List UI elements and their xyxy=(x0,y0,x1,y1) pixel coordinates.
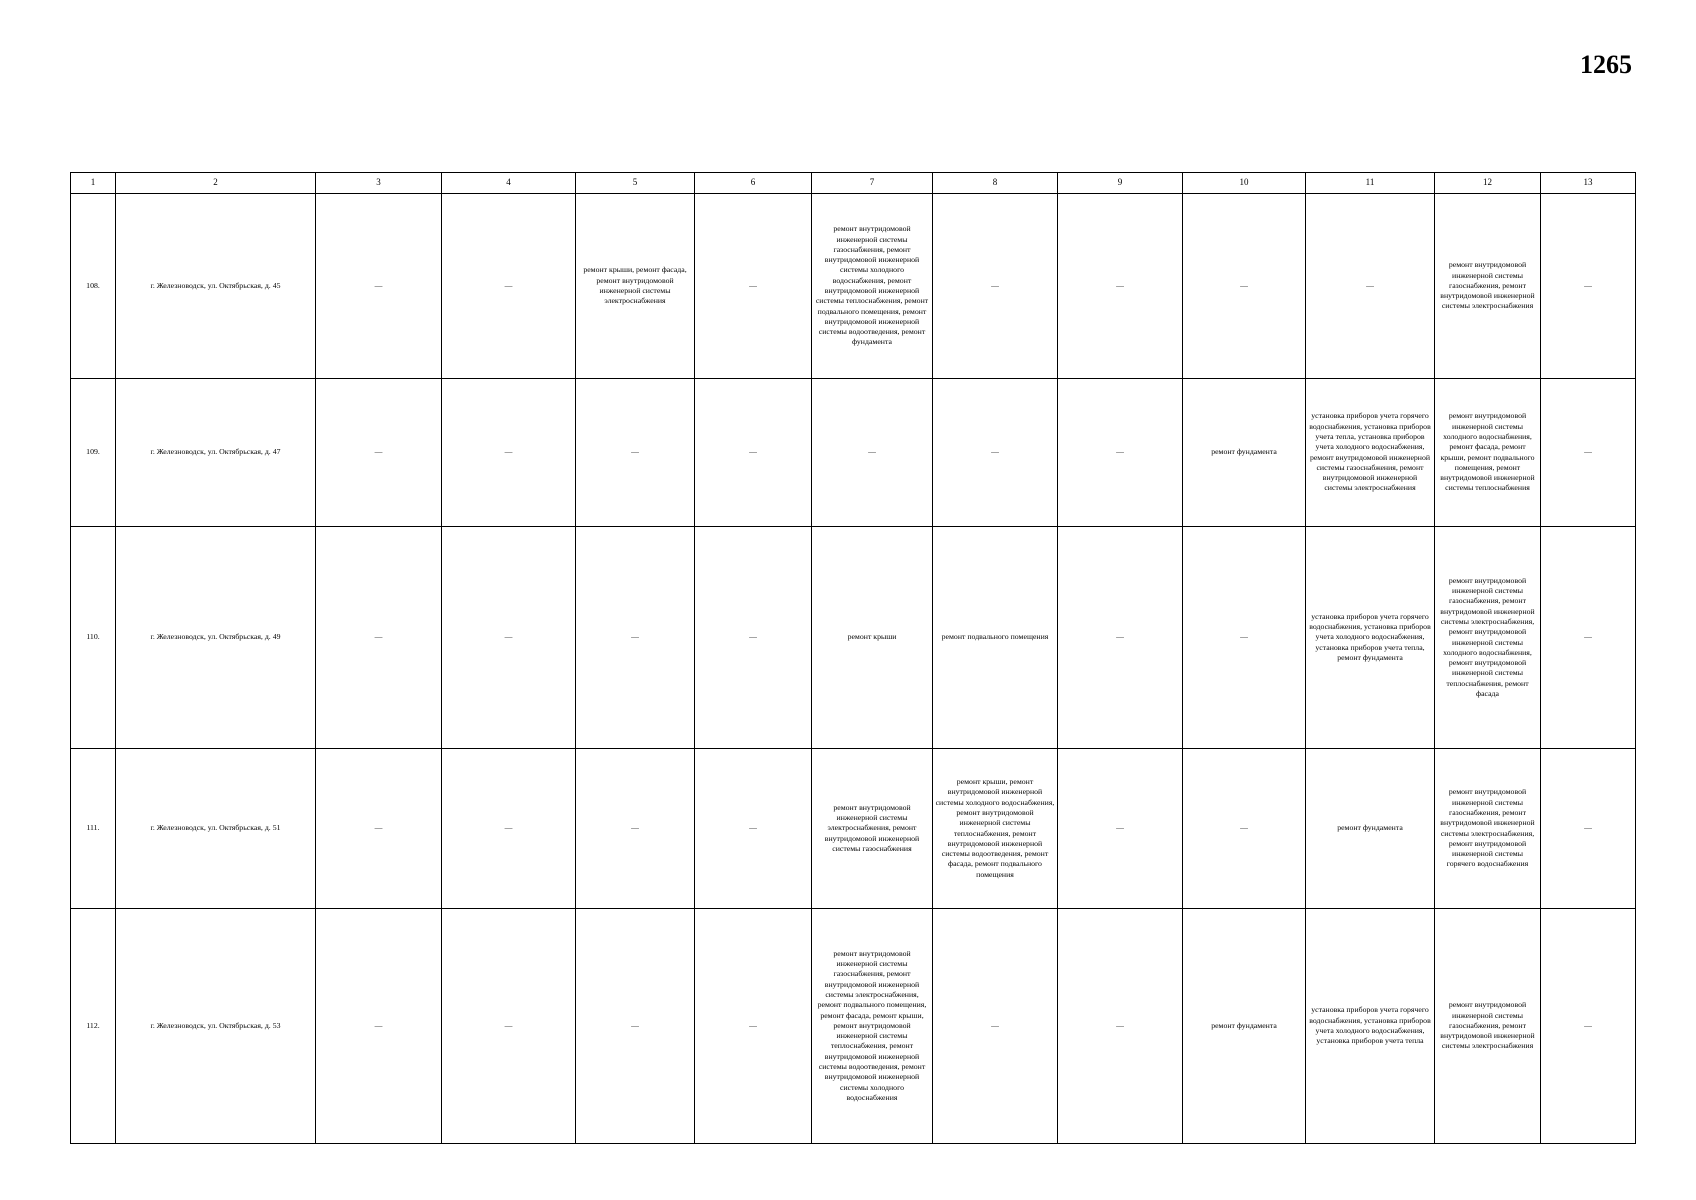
table-cell: — xyxy=(442,749,576,909)
column-header: 2 xyxy=(116,173,316,194)
table-cell: установка приборов учета горячего водоснабжения, установка приборов учета тепла, установка приборов учета холодного водоснабжения, ремонт внутридомовой инженерной системы газоснабжения, ремонт внутридомовой инженерной системы электроснабжения xyxy=(1306,379,1435,527)
table-cell: — xyxy=(316,527,442,749)
row-number: 108. xyxy=(71,194,116,379)
table-cell: — xyxy=(695,527,812,749)
table-cell: — xyxy=(442,527,576,749)
column-header: 5 xyxy=(576,173,695,194)
column-number-row xyxy=(71,173,1636,194)
address-cell: г. Железноводск, ул. Октябрьская, д. 53 xyxy=(116,909,316,1144)
table-cell: ремонт внутридомовой инженерной системы газоснабжения, ремонт внутридомовой инженерной системы электроснабжения xyxy=(1435,194,1541,379)
column-header: 12 xyxy=(1435,173,1541,194)
table-cell: ремонт крыши, ремонт внутридомовой инженерной системы холодного водоснабжения, ремонт внутридомовой инженерной системы теплоснабжения, ремонт внутридомовой инженерной системы водоотведения, ремонт фасада, ремонт подвального помещения xyxy=(933,749,1058,909)
table-cell: ремонт внутридомовой инженерной системы холодного водоснабжения, ремонт фасада, ремонт крыши, ремонт подвального помещения, ремонт внутридомовой инженерной системы теплоснабжения xyxy=(1435,379,1541,527)
table-cell: — xyxy=(316,749,442,909)
table-cell: установка приборов учета горячего водоснабжения, установка приборов учета холодного водоснабжения, установка приборов учета тепла xyxy=(1306,909,1435,1144)
table-cell: — xyxy=(695,194,812,379)
table-cell: — xyxy=(812,379,933,527)
table-cell: — xyxy=(1541,909,1636,1144)
column-header: 13 xyxy=(1541,173,1636,194)
table-cell: — xyxy=(442,909,576,1144)
table-row xyxy=(71,749,1636,909)
table-cell: — xyxy=(316,909,442,1144)
column-header: 10 xyxy=(1183,173,1306,194)
table-cell: — xyxy=(1306,194,1435,379)
table-cell: ремонт внутридомовой инженерной системы газоснабжения, ремонт внутридомовой инженерной системы электроснабжения, ремонт внутридомовой инженерной системы холодного водоснабжения, ремонт внутридомовой инженерной системы теплоснабжения, ремонт фасада xyxy=(1435,527,1541,749)
address-cell: г. Железноводск, ул. Октябрьская, д. 47 xyxy=(116,379,316,527)
column-header: 11 xyxy=(1306,173,1435,194)
column-header: 9 xyxy=(1058,173,1183,194)
table-cell: — xyxy=(933,379,1058,527)
row-number: 112. xyxy=(71,909,116,1144)
table-cell: — xyxy=(316,194,442,379)
table-cell: — xyxy=(1058,379,1183,527)
table-cell: — xyxy=(1183,194,1306,379)
table-cell: — xyxy=(1541,194,1636,379)
table-cell: — xyxy=(576,749,695,909)
table-cell: ремонт подвального помещения xyxy=(933,527,1058,749)
table-cell: ремонт внутридомовой инженерной системы электроснабжения, ремонт внутридомовой инженерной системы газоснабжения xyxy=(812,749,933,909)
table-cell: — xyxy=(1541,379,1636,527)
table-cell: ремонт крыши, ремонт фасада, ремонт внутридомовой инженерной системы электроснабжения xyxy=(576,194,695,379)
table-row xyxy=(71,909,1636,1144)
column-header: 8 xyxy=(933,173,1058,194)
row-number: 110. xyxy=(71,527,116,749)
address-cell: г. Железноводск, ул. Октябрьская, д. 51 xyxy=(116,749,316,909)
table-cell: — xyxy=(576,379,695,527)
table-cell: — xyxy=(695,909,812,1144)
table-row xyxy=(71,527,1636,749)
address-cell: г. Железноводск, ул. Октябрьская, д. 45 xyxy=(116,194,316,379)
table-cell: — xyxy=(1541,527,1636,749)
table-cell: ремонт крыши xyxy=(812,527,933,749)
table-cell: — xyxy=(442,194,576,379)
table-cell: ремонт фундамента xyxy=(1183,909,1306,1144)
column-header: 7 xyxy=(812,173,933,194)
table-cell: — xyxy=(1058,527,1183,749)
repair-schedule-table xyxy=(70,172,1636,1144)
table-cell: — xyxy=(695,379,812,527)
column-header: 1 xyxy=(71,173,116,194)
column-header: 4 xyxy=(442,173,576,194)
table-cell: — xyxy=(576,909,695,1144)
table-cell: ремонт внутридомовой инженерной системы газоснабжения, ремонт внутридомовой инженерной системы электроснабжения, ремонт внутридомовой инженерной системы горячего водоснабжения xyxy=(1435,749,1541,909)
column-header: 3 xyxy=(316,173,442,194)
table-cell: ремонт внутридомовой инженерной системы газоснабжения, ремонт внутридомовой инженерной системы холодного водоснабжения, ремонт внутридомовой инженерной системы теплоснабжения, ремонт подвального помещения, ремонт внутридомовой инженерной системы водоотведения, ремонт фундамента xyxy=(812,194,933,379)
table-cell: — xyxy=(576,527,695,749)
table-cell: — xyxy=(442,379,576,527)
table-cell: — xyxy=(933,194,1058,379)
table-cell: ремонт внутридомовой инженерной системы газоснабжения, ремонт внутридомовой инженерной системы электроснабжения, ремонт подвального помещения, ремонт фасада, ремонт крыши, ремонт внутридомовой инженерной системы теплоснабжения, ремонт внутридомовой инженерной системы водоотведения, ремонт внутридомовой инженерной системы холодного водоснабжения xyxy=(812,909,933,1144)
table-cell: ремонт внутридомовой инженерной системы газоснабжения, ремонт внутридомовой инженерной системы электроснабжения xyxy=(1435,909,1541,1144)
row-number: 109. xyxy=(71,379,116,527)
table-cell: — xyxy=(1058,749,1183,909)
table-cell: — xyxy=(1058,194,1183,379)
address-cell: г. Железноводск, ул. Октябрьская, д. 49 xyxy=(116,527,316,749)
table-cell: установка приборов учета горячего водоснабжения, установка приборов учета холодного водоснабжения, установка приборов учета тепла, ремонт фундамента xyxy=(1306,527,1435,749)
table-cell: — xyxy=(1183,527,1306,749)
table-cell: ремонт фундамента xyxy=(1306,749,1435,909)
table-row xyxy=(71,194,1636,379)
table-cell: — xyxy=(1183,749,1306,909)
table-cell: — xyxy=(1058,909,1183,1144)
table-cell: — xyxy=(933,909,1058,1144)
table-cell: — xyxy=(316,379,442,527)
page-number: 1265 xyxy=(1580,50,1632,79)
table-cell: — xyxy=(695,749,812,909)
table-row xyxy=(71,379,1636,527)
table-cell: — xyxy=(1541,749,1636,909)
row-number: 111. xyxy=(71,749,116,909)
table-cell: ремонт фундамента xyxy=(1183,379,1306,527)
column-header: 6 xyxy=(695,173,812,194)
